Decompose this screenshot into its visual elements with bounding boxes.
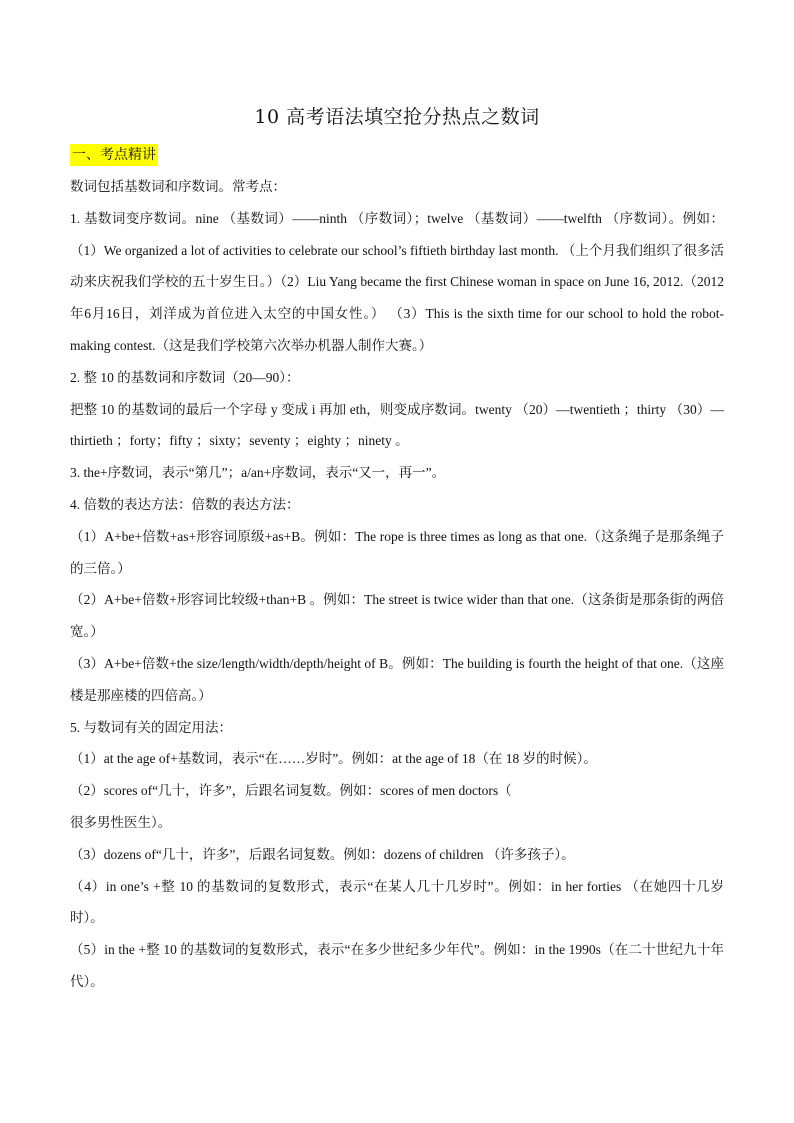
paragraph: 3. the+序数词，表示“第几”；a/an+序数词，表示“又一，再一”。 — [70, 465, 446, 481]
paragraph: 很多男性医生）。 — [70, 814, 172, 830]
paragraph: 5. 与数词有关的固定用法： — [70, 719, 232, 735]
paragraph: （4）in one’s +整 10 的基数词的复数形式，表示“在某人几十几岁时”。例如：in her forties （在她四十几岁时）。 — [70, 878, 724, 926]
paragraph: （3）dozens of“几十，许多”，后跟名词复数。例如：dozens of children （许多孩子）。 — [70, 846, 575, 862]
paragraph: 2. 整 10 的基数词和序数词（20—90）： — [70, 369, 300, 385]
section-heading: 一、考点精讲 — [70, 144, 158, 166]
paragraph: （3）A+be+倍数+the size/length/width/depth/height of B。例如：The building is fourth the height of that one.（这座楼是那座楼的四倍高。） — [70, 655, 724, 703]
paragraph: 把整 10 的基数词的最后一个字母 y 变成 i 再加 eth，则变成序数词。twenty （20）—twentieth ；thirty （30）—thirtieth ；forty；fifty ；sixty；seventy ；eighty ；ninety 。 — [70, 401, 724, 449]
paragraph: （5）in the +整 10 的基数词的复数形式，表示“在多少世纪多少年代”。例如：in the 1990s（在二十世纪九十年代）。 — [70, 942, 724, 989]
paragraph: 1. 基数词变序数词。nine （基数词）——ninth （序数词）；twelve （基数词）——twelfth （序数词）。例如：（1）We organized a lot of activities to celebrate our school’s fiftieth birthday last month. （上个月我们组织了很多活动来庆祝我们学校的五十岁生日。）（2）Liu Yang became the first Chinese woman in space on June 16, 2012.（2012年6月16日，刘洋成为首位进入太空的中国女性。） （3）This is the sixth time for our school to hold the robot-making contest.（这是我们学校第六次举办机器人制作大赛。） — [70, 210, 724, 353]
paragraph: 数词包括基数词和序数词。常考点： — [70, 179, 286, 194]
paragraph: （2）A+be+倍数+形容词比较级+than+B 。例如：The street is twice wider than that one.（这条街是那条街的两倍宽。） — [70, 592, 724, 640]
paragraph: （1）at the age of+基数词，表示“在……岁时”。例如：at the age of 18（在 18 岁的时候）。 — [70, 751, 597, 767]
page-title: 10 高考语法填空抢分热点之数词 — [254, 106, 540, 128]
paragraph: （2）scores of“几十，许多”，后跟名词复数。例如：scores of men doctors（ — [70, 783, 512, 799]
paragraph: 4. 倍数的表达方法：倍数的表达方法： — [70, 496, 300, 512]
paragraph: （1）A+be+倍数+as+形容词原级+as+B。例如：The rope is three times as long as that one.（这条绳子是那条绳子的三倍。） — [70, 528, 724, 576]
body-text — [70, 171, 724, 998]
